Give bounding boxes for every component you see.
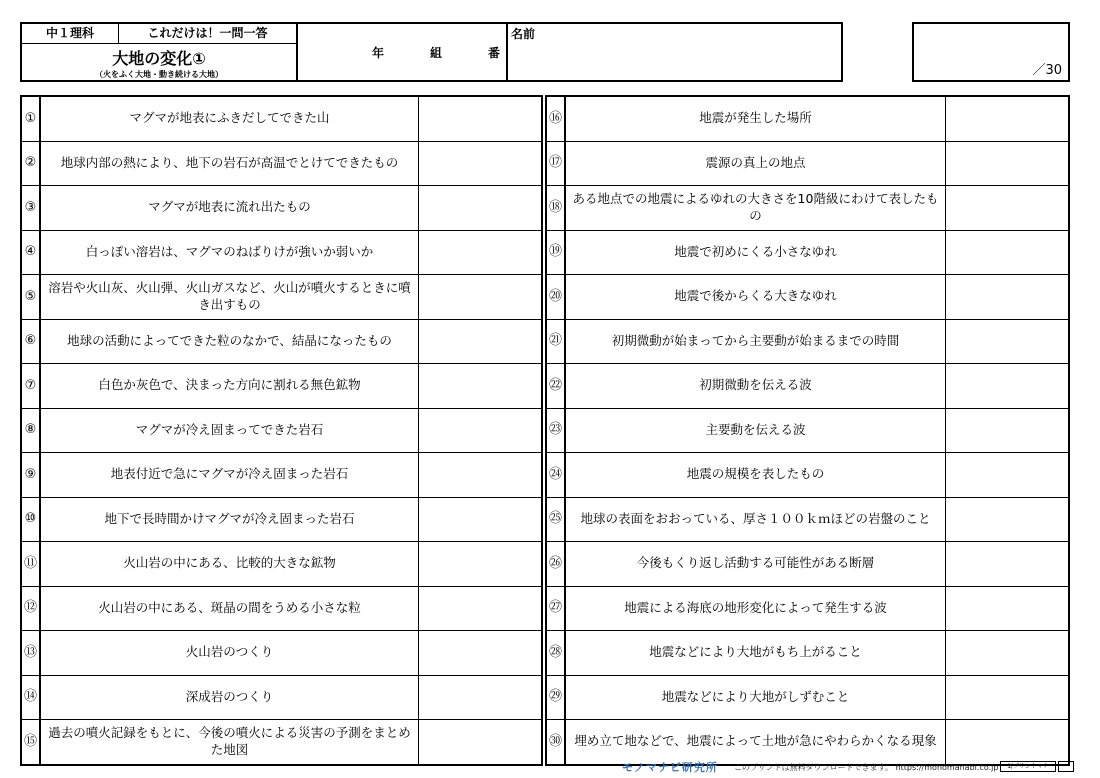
question-text: 過去の噴火記録をもとに、今後の噴火による災害の予測をまとめた地図	[40, 720, 419, 765]
answer-cell[interactable]	[946, 631, 1070, 676]
question-row	[546, 631, 1069, 676]
answer-cell[interactable]	[419, 275, 543, 320]
answer-cell[interactable]	[419, 230, 543, 275]
question-text: 今後もくり返し活動する可能性がある断層	[565, 542, 946, 587]
score-label: ／30	[1032, 63, 1062, 78]
question-number: ⑯	[546, 96, 565, 141]
question-text: 地球の活動によってできた粒のなかで、結晶になったもの	[40, 319, 419, 364]
question-row	[546, 586, 1069, 631]
question-text: 地球の表面をおおっている、厚さ１００ｋｍほどの岩盤のこと	[565, 497, 946, 542]
question-number: ⑮	[21, 720, 40, 765]
worksheet-title: 大地の変化①	[112, 49, 206, 68]
answer-cell[interactable]	[946, 720, 1070, 765]
question-text: 主要動を伝える波	[565, 408, 946, 453]
question-number: ⑨	[21, 453, 40, 498]
question-text: 溶岩や火山灰、火山弾、火山ガスなど、火山が噴火するときに噴き出すもの	[40, 275, 419, 320]
answer-cell[interactable]	[419, 319, 543, 364]
question-number: ⑥	[21, 319, 40, 364]
answer-cell[interactable]	[419, 408, 543, 453]
question-row	[21, 453, 542, 498]
question-row	[21, 542, 542, 587]
question-row	[21, 631, 542, 676]
question-number: ⑤	[21, 275, 40, 320]
question-number: ⑧	[21, 408, 40, 453]
answer-cell[interactable]	[419, 364, 543, 409]
header-title-box	[20, 22, 298, 82]
answer-cell[interactable]	[946, 453, 1070, 498]
question-row	[21, 319, 542, 364]
question-row	[21, 720, 542, 765]
answer-cell[interactable]	[419, 720, 543, 765]
question-row	[546, 275, 1069, 320]
question-row	[546, 319, 1069, 364]
class-label: 組	[430, 46, 443, 60]
questions-table-right	[545, 95, 1070, 766]
question-text: マグマが冷え固まってできた岩石	[40, 408, 419, 453]
question-text: 地震で初めにくる小さなゆれ	[565, 230, 946, 275]
question-number: ㉕	[546, 497, 565, 542]
answer-cell[interactable]	[946, 364, 1070, 409]
question-row	[21, 497, 542, 542]
question-number: ⑬	[21, 631, 40, 676]
number-label: 番	[488, 46, 501, 60]
answer-cell[interactable]	[419, 96, 543, 141]
question-number: ㉒	[546, 364, 565, 409]
question-number: ㉗	[546, 586, 565, 631]
question-row	[546, 186, 1069, 231]
question-number: ㉓	[546, 408, 565, 453]
brand-logo: モノマナビ研究所	[622, 761, 718, 774]
questions-table-left	[20, 95, 543, 766]
question-text: 地表付近で急にマグマが冷え固まった岩石	[40, 453, 419, 498]
question-text: 白っぽい溶岩は、マグマのねばりけが強いか弱いか	[40, 230, 419, 275]
question-text: 地震などにより大地がしずむこと	[565, 675, 946, 720]
answer-cell[interactable]	[419, 586, 543, 631]
question-number: ㉑	[546, 319, 565, 364]
question-row	[546, 497, 1069, 542]
question-row	[21, 186, 542, 231]
question-row	[21, 96, 542, 141]
answer-cell[interactable]	[946, 497, 1070, 542]
question-number: ㉘	[546, 631, 565, 676]
question-text: 地震による海底の地形変化によって発生する波	[565, 586, 946, 631]
question-number: ㉔	[546, 453, 565, 498]
footer-note: このプリントは無料ダウンロードできます。 https://monomanabi.co.jp	[734, 763, 999, 772]
score-box	[912, 22, 1070, 82]
footer	[622, 759, 1070, 775]
question-number: ⑭	[21, 675, 40, 720]
question-text: 火山岩の中にある、比較的大きな鉱物	[40, 542, 419, 587]
answer-cell[interactable]	[419, 186, 543, 231]
question-number: ㉖	[546, 542, 565, 587]
question-number: ⑲	[546, 230, 565, 275]
question-text: 埋め立て地などで、地震によって土地が急にやわらかくなる現象	[565, 720, 946, 765]
question-number: ㉚	[546, 720, 565, 765]
question-text: マグマが地表にふきだしてできた山	[40, 96, 419, 141]
question-text: 火山岩の中にある、斑晶の間をうめる小さな粒	[40, 586, 419, 631]
question-row	[21, 275, 542, 320]
question-row	[21, 141, 542, 186]
answer-cell[interactable]	[419, 497, 543, 542]
worksheet-subtitle: （火をふく大地・動き続ける大地）	[95, 70, 223, 79]
answer-cell[interactable]	[419, 141, 543, 186]
question-number: ⑰	[546, 141, 565, 186]
question-number: ⑦	[21, 364, 40, 409]
tagline: これだけは！一問一答	[147, 26, 268, 40]
question-number: ⑫	[21, 586, 40, 631]
question-row	[21, 586, 542, 631]
question-row	[546, 364, 1069, 409]
question-row	[21, 230, 542, 275]
question-number: ②	[21, 141, 40, 186]
question-text: 深成岩のつくり	[40, 675, 419, 720]
footer-box-small	[1058, 761, 1074, 772]
class-info-box	[296, 22, 508, 82]
question-text: 初期微動が始まってから主要動が始まるまでの時間	[565, 319, 946, 364]
question-row	[546, 408, 1069, 453]
question-number: ⑪	[21, 542, 40, 587]
question-row	[21, 675, 542, 720]
question-row	[546, 141, 1069, 186]
question-number: ⑱	[546, 186, 565, 231]
name-label: 名前	[511, 27, 536, 41]
question-number: ⑩	[21, 497, 40, 542]
question-text: 地震が発生した場所	[565, 96, 946, 141]
question-number: ④	[21, 230, 40, 275]
question-text: 震源の真上の地点	[565, 141, 946, 186]
question-row	[546, 542, 1069, 587]
question-text: 初期微動を伝える波	[565, 364, 946, 409]
answer-cell[interactable]	[946, 230, 1070, 275]
question-text: マグマが地表に流れ出たもの	[40, 186, 419, 231]
question-row	[21, 408, 542, 453]
question-text: 地震で後からくる大きなゆれ	[565, 275, 946, 320]
answer-cell[interactable]	[946, 96, 1070, 141]
question-row	[546, 675, 1069, 720]
question-row	[546, 230, 1069, 275]
answer-cell[interactable]	[946, 141, 1070, 186]
question-number: ①	[21, 96, 40, 141]
answer-cell[interactable]	[946, 408, 1070, 453]
question-text: 地震などにより大地がもち上がること	[565, 631, 946, 676]
question-text: 地球内部の熱により、地下の岩石が高温でとけてできたもの	[40, 141, 419, 186]
subject-label: 中１理科	[22, 24, 119, 43]
answer-cell[interactable]	[946, 675, 1070, 720]
answer-cell[interactable]	[419, 675, 543, 720]
question-text: 火山岩のつくり	[40, 631, 419, 676]
year-label: 年	[372, 46, 385, 60]
question-row	[21, 364, 542, 409]
answer-cell[interactable]	[946, 275, 1070, 320]
question-text: 白色か灰色で、決まった方向に割れる無色鉱物	[40, 364, 419, 409]
answer-cell[interactable]	[946, 319, 1070, 364]
answer-cell[interactable]	[946, 586, 1070, 631]
answer-cell[interactable]	[419, 631, 543, 676]
name-box[interactable]	[506, 22, 843, 82]
footer-box: 1/プリントマナ	[1000, 761, 1056, 772]
question-text: 地震の規模を表したもの	[565, 453, 946, 498]
question-row	[546, 453, 1069, 498]
answer-cell[interactable]	[419, 453, 543, 498]
question-number: ㉙	[546, 675, 565, 720]
question-row	[546, 96, 1069, 141]
answer-cell[interactable]	[946, 542, 1070, 587]
question-number: ③	[21, 186, 40, 231]
answer-cell[interactable]	[946, 186, 1070, 231]
question-text: 地下で長時間かけマグマが冷え固まった岩石	[40, 497, 419, 542]
answer-cell[interactable]	[419, 542, 543, 587]
question-number: ⑳	[546, 275, 565, 320]
question-row	[546, 720, 1069, 765]
question-text: ある地点での地震によるゆれの大きさを10階級にわけて表したもの	[565, 186, 946, 231]
